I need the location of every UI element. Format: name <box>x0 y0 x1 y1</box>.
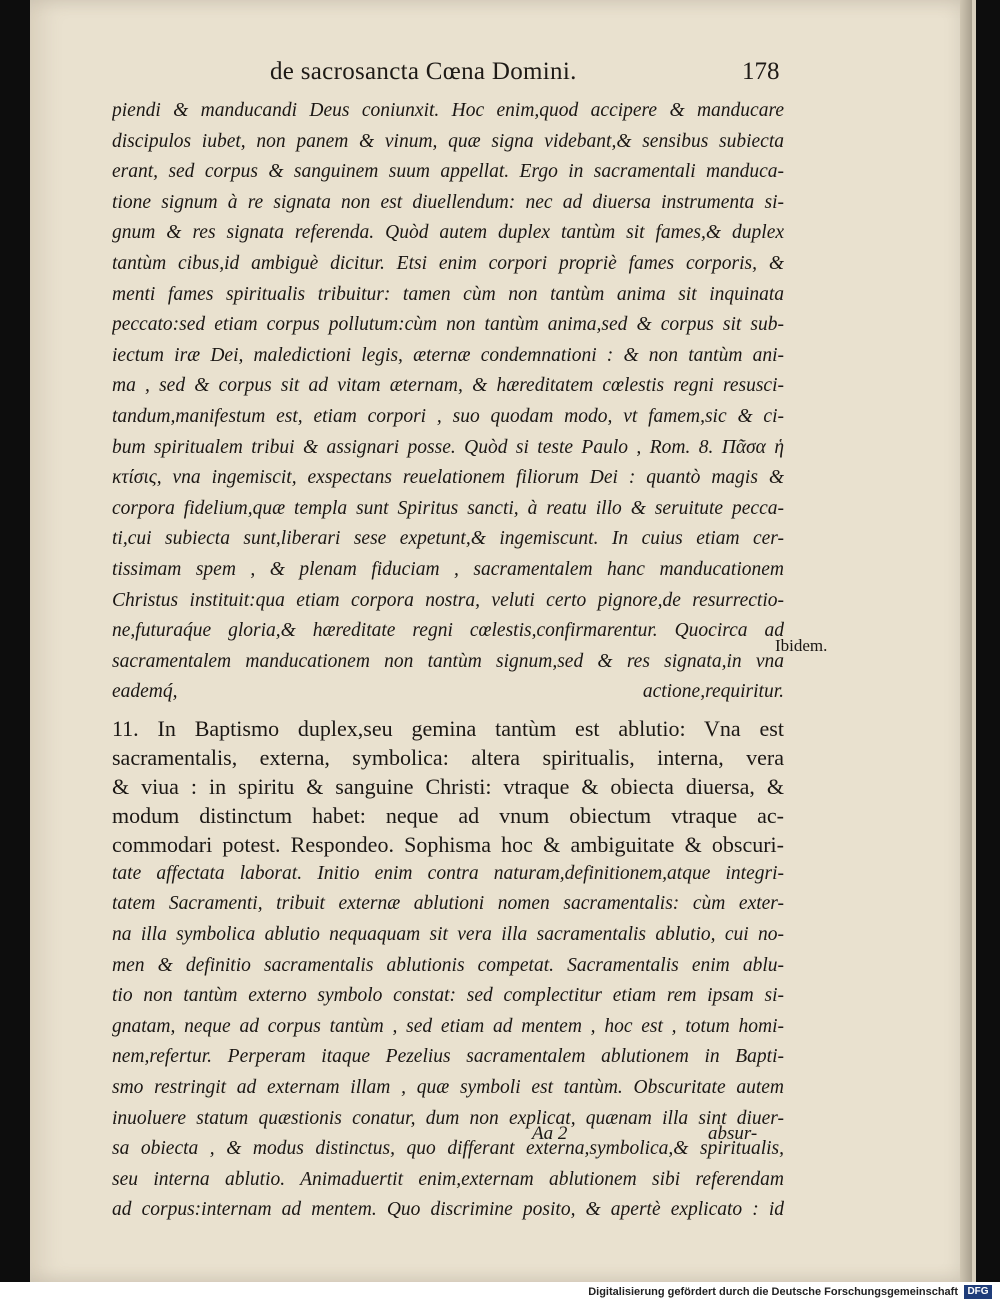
margin-note: Ibidem. <box>775 636 828 655</box>
text-line: menti fames spiritualis tribuitur: tamen cùm non tantùm anima sit inquinata <box>112 283 784 305</box>
text-line: tantùm cibus,id ambiguè dicitur. Etsi enim corpori propriè fames corporis, & <box>112 252 784 274</box>
catchword: absur- <box>708 1123 758 1144</box>
text-line: tissimam spem , & plenam fiduciam , sacramentalem hanc manducationem <box>112 558 784 580</box>
text-line: tione signum à re signata non est diuellendum: nec ad diuersa instrumenta si- <box>112 191 784 213</box>
footer-credit: Digitalisierung gefördert durch die Deutsche Forschungsgemeinschaft <box>588 1286 958 1298</box>
text-line: sacramentalis, externa, symbolica: altera spiritualis, interna, vera <box>112 744 784 770</box>
text-line: tandum,manifestum est, etiam corpori , suo quodam modo, vt famem,sic & ci- <box>112 405 784 427</box>
text-line: commodari potest. Respondeo. Sophisma hoc & ambiguitate & obscuri- <box>112 831 784 857</box>
text-line: ti,cui subiecta sunt,liberari sese expetunt,& ingemiscunt. In cuius etiam cer- <box>112 528 784 550</box>
running-head: de sacrosancta Cœna Domini. <box>270 58 577 85</box>
text-line: nem,refertur. Perperam itaque Pezelius sacramentalem ablutionem in Bapti- <box>112 1046 784 1068</box>
text-line: sacramentalem manducationem non tantùm signum,sed & res signata,in vna <box>112 650 784 672</box>
text-line: Christus instituit:qua etiam corpora nostra, veluti certo pignore,de resurrectio- <box>112 589 784 611</box>
signature-mark: Aa 2 <box>532 1123 568 1144</box>
text-line: iectum iræ Dei, maledictioni legis, æternæ condemnationi : & non tantùm ani- <box>112 344 784 366</box>
text-line: discipulos iubet, non panem & vinum, quæ signa videbant,& sensibus subiecta <box>112 130 784 152</box>
text-line: ad corpus:internam ad mentem. Quo discrimine posito, & apertè explicato : id <box>112 1199 784 1221</box>
italic-paragraph-2 <box>112 859 784 1226</box>
roman-paragraph <box>112 714 784 859</box>
text-line: modum distinctum habet: neque ad vnum obiectum vtraque ac- <box>112 802 784 828</box>
page-edge <box>960 0 972 1282</box>
main-text <box>112 96 784 1226</box>
text-line: eademq́, actione,requiritur. <box>112 681 784 703</box>
text-line: peccato:sed etiam corpus pollutum:cùm non tantùm anima,sed & corpus sit sub- <box>112 314 784 336</box>
text-line: & viua : in spiritu & sanguine Christi: vtraque & obiecta diuersa, & <box>112 773 784 799</box>
text-line: ne,futuraq́ue gloria,& hæreditate regni cœlestis,confirmarentur. Quocirca ad <box>112 620 784 642</box>
text-line: gnum & res signata referenda. Quòd autem duplex tantùm sit fames,& duplex <box>112 222 784 244</box>
text-line: erant, sed corpus & sanguinem suum appellat. Ergo in sacramentali manduca- <box>112 161 784 183</box>
text-line: inuoluere statum quæstionis conatur, dum non explicat, quænam illa sint diuer- <box>112 1107 784 1129</box>
text-line: ma , sed & corpus sit ad vitam æternam, & hæreditatem cœlestis regni resusci- <box>112 375 784 397</box>
text-line: tate affectata laborat. Initio enim contra naturam,definitionem,atque integri- <box>112 862 784 884</box>
text-line: κτίσις, vna ingemiscit, exspectans reuelationem filiorum Dei : quantò magis & <box>112 467 784 489</box>
text-line: corpora fidelium,quæ templa sunt Spiritus sancti, à reatu illo & seruitute pecca- <box>112 497 784 519</box>
text-line: men & definitio sacramentalis ablutionis competat. Sacramentalis enim ablu- <box>112 954 784 976</box>
text-line: gnatam, neque ad corpus tantùm , sed etiam ad mentem , hoc est , totum homi- <box>112 1015 784 1037</box>
text-line: seu interna ablutio. Animaduertit enim,externam ablutionem sibi referendam <box>112 1168 784 1190</box>
text-line: smo restringit ad externam illam , quæ symboli est tantùm. Obscuritate autem <box>112 1077 784 1099</box>
text-line: bum spiritualem tribui & assignari posse. Quòd si teste Paulo , Rom. 8. Πᾶσα ἡ <box>112 436 784 458</box>
text-line: tio non tantùm externo symbolo constat: sed complectitur etiam rem ipsam si- <box>112 985 784 1007</box>
text-line: sa obiecta , & modus distinctus, quo differant externa,symbolica,& spiritualis, <box>112 1138 784 1160</box>
text-line: na illa symbolica ablutio nequaquam sit vera illa sacramentalis ablutio, cui no- <box>112 924 784 946</box>
dfg-logo: DFG <box>964 1285 992 1299</box>
page-number: 178 <box>742 58 780 85</box>
text-line: 11. In Baptismo duplex,seu gemina tantùm est ablutio: Vna est <box>112 715 784 741</box>
text-line: piendi & manducandi Deus coniunxit. Hoc enim,quod accipere & manducare <box>112 100 784 121</box>
italic-paragraph-1 <box>112 96 784 708</box>
text-line: tatem Sacramenti, tribuit externæ ablutioni nomen sacramentalis: cùm exter- <box>112 893 784 915</box>
